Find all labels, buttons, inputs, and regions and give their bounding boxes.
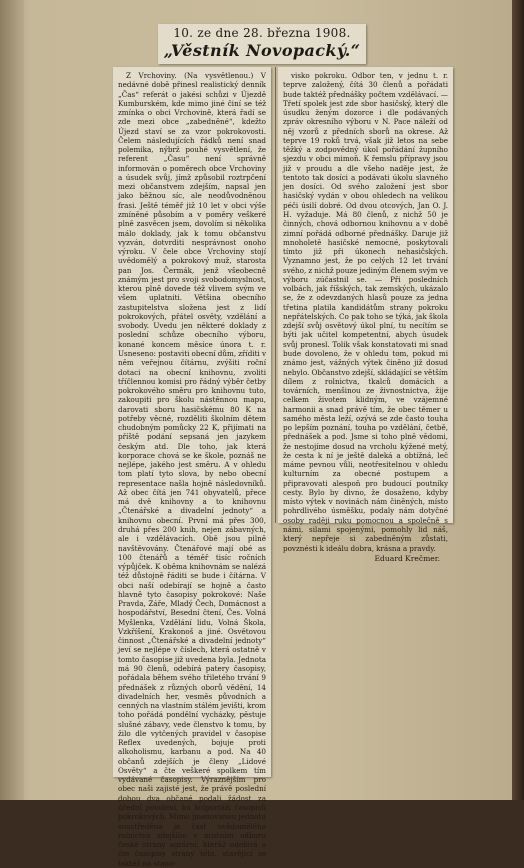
issue-date: 10. ze dne 28. března 1908. [173,26,351,40]
article-left-text: Z Vrchoviny. (Na vysvětlenou.) V nedávné době přinesl realistický denník „Čas“ referát o jakési schůzi v Újezdě Kumburském, kde mimo jiné činí se též zmínka o obci Vrchovině, která řadí se zde mezi obce „zabedněné“, kdežto Újezd staví se za vzor pokrokovosti. Čelem následujících řádků není snad polemika, nýbrž pouhé vysvětlení, že referent „Času“ není správně informován o poměrech obce Vrchoviny a úsudek svůj, jímž způsobil roztrpčení mezi občanstvem zdejším, napsal jen jako běžnou síc, ale neodůvodněnou frasi. Ještě téměř již 10 let v obci výše zmíněné působím a v poměry veškeré plně zasvěcen jsem, dovolím si několika málo doklady, jak k tomu občanstvu vyzván, dotvrditi nesprávnost onoho výroku. V čele obce Vrchoviny stojí uvědomělý a pokrokový muž, starosta pan Jos. Čermák, jenž všeobecně známým jest pro svoji svobodomyslnost, kterou plně dovede též vlivem svým ve všem uplatniti. Většina obecního zastupitelstva složena jest z lidí pokrokových, přátel osvěty, vzdělání a svobody. Uvedu jen některé doklady z poslední schůze obecního výboru, konané koncem měsíce února t. r. Usneseno: postaviti obecní dům, zříditi v něm veřejnou čítárnu, zvýšiti roční dotaci na obecní knihovnu, zvoliti tříčlennou komisi pro řádný výběr četby pokrokového směru pro knihovnu tuto, zakoupiti pro školu nástěnnou mapu, darovati sboru hasičskému 80 K na potřeby věcné, rozděliti školním dětem chudobným pomůcky 22 K, přijímati na příště podání sepsaná jen jazykem českým atd. Dle toho, jak která korporace chová se ke škole, poznáš ne nejlépe, jakého jest směru. A v ohledu tom platí tyto slova, by nebo obecní representace našla hojně následovníků. Až obec čítá jen 741 obyvatelů, přece má dvě knihovny a to knihovnu „Čtenářské a divadelní jednoty“ a knihovnu obecní. První má přes 300, druhá přes 200 knih, nejen zábavných, ale i vzdělávacích. Obě jsou pilně navštěvovány. Čtenářové mají obé as 100 čtenářů a téměř tisíc ročních výpůjček. K oběma knihovnám se nalézá též důstojně řáditi se bude i čítárna. V obci naší odebírají se hojně a často hlavně tyto časopisy pokrokové: Naše Pravda, Záře, Mladý Čech, Domácnost a hospodářství, Besední čtení, Čes. Volná Myšlenka, Vzdělání lidu, Volná Škola, Vzkříšení, Krakonoš a jiné. Osvětovou činnost „Čtenářské a divadelní jednoty“ jeví se nejlépe v číslech, která ostatně v tomto časopise již uvedena byla. Jednota má 90 členů, odebírá patery časopisy, pořádala během svého třiletého trvání 9 přednášek z různých oborů vědění, 14 divadelních her, vesměs původních a cenných na vlastním stálém jevišti, krom toho pořádá pondělní vycházky, pěstuje slušné zábavy, vede členstvo k tomu, by žilo dle vytčených pravidel v časopise Reflex uvedených, bojuje proti alkoholismu, karbanu a pod. Na 40 občanů zdejších je členy „Lidové Osvěty“ a čte veškeré spolkem tím vydávané časopisy. Výraznějším pro obec naši zajisté jest, že právě poslední dobou dva občané podali žádost za úřední povolení, ku kolportáži časopisů pokrokových. Mimo jmenovanou jednotu soustředěna je část uvědomělého rolnictva zdejšího v místním odboru české strany agrární, kteráž odebírá a čte časopisy strany této, stavějící se taktéž na stano- [118,71,266,868]
newspaper-header-clipping [158,24,366,64]
newspaper-title: „Věstník Novopacký.“ [163,41,361,60]
column-divider [275,67,276,523]
article-clipping-left [113,67,271,868]
article-right-text: visko pokroku. Odbor ten, v jednu t. r. teprve založený, čítá 30 členů a pořádati bude taktéž přednášky počtem vzdělávací. — Třetí spolek jest zde sbor hasičský, který dle úsudku ženým dozorce i dle podávaných zpráv okresního výboru v N. Pace náleží od něj vzorů z předních sborů na okrese. Až teprve 19 roků trvá, však již letos na sebe těžký a zodpovědný úkol pořádání župního sjezdu v obci mimoň. K řemslu přípravy jsou již v proudu a dle všeho naděje jest, že tentoto tak dosíci a podávati úkolu slavného jen dosíci. Od svého založení jest sbor hasičský vydán v obou ohledech na velikou péči úsilí dobré. Od dvou otcových, Jan O. J. H. vyžaduje. Má 80 členů, z nichž 50 je činných, chová odbornou knihovnu a v době zimní pořádá odborné přednášky. Daruje již mnoholetě hasičské nemocné, poskytovali tímto již při úkonech nehasičských. Vyznamno jest, že po celých 12 let trvání svého, z nichž pouze jediným členem svým ve výboru zúčastnil se. — Při posledních volbách, jak říšských, tak zemských, ukázalo se, že z odevzdaných hlasů pouze za jedna třetina platila kandidátům strany pokroku nepřátelských. Co pak toho se týká, jak škola zdejší svůj osvětový úkol plní, tu necítím se býti jak učitel kompetentní, abych úsudek svůj pronesl. Tolik však konstatovati mi snad bude dovoleno, že v ohledu tom, pokud mi známo jest, vážných výtek činěno již dosud nebylo. Občanstvo zdejší, skládající se větším dílem z rolnictva, tkalců domácích a továrních, menšinou ze živnostnictva, žije celkem životem klidným, ve vzájemné harmonii a snad právě tím, že obec těmer u samého města leží, ozývá se zde často touha po lepším poznání, touha po vzdělání, četbě, přednášek a pod. Jsme si toho plně vědomi, že nestojíme dosud na vrcholu kýžené metý, že cesta k ní je ještě daleká a obtížná, leč máme pevnou vůli, neotřesitelnou v ohledu kulturním za obecné postupem a připravovati alespoň pro budoucí poutníky cesty. Bylo by divno, že dosaženo, kdyby místo výtek v novinách nám činěných, místo pohrdlivého úsměšku, podaly nám dotyčné osoby raději ruku pomocnou a společně s námi, silami spojenými, pomohly lid náš, který nepřeje si zabedněným zůstati, povznésti k ideálu dobra, krásna a pravdy. [283,71,448,553]
article-clipping-right [278,67,453,563]
album-binding [512,0,524,800]
article-right-column [278,67,453,563]
author-signature: Eduard Krečmer. [374,553,440,563]
article-left-column [113,67,271,868]
album-page-margin [0,0,24,800]
